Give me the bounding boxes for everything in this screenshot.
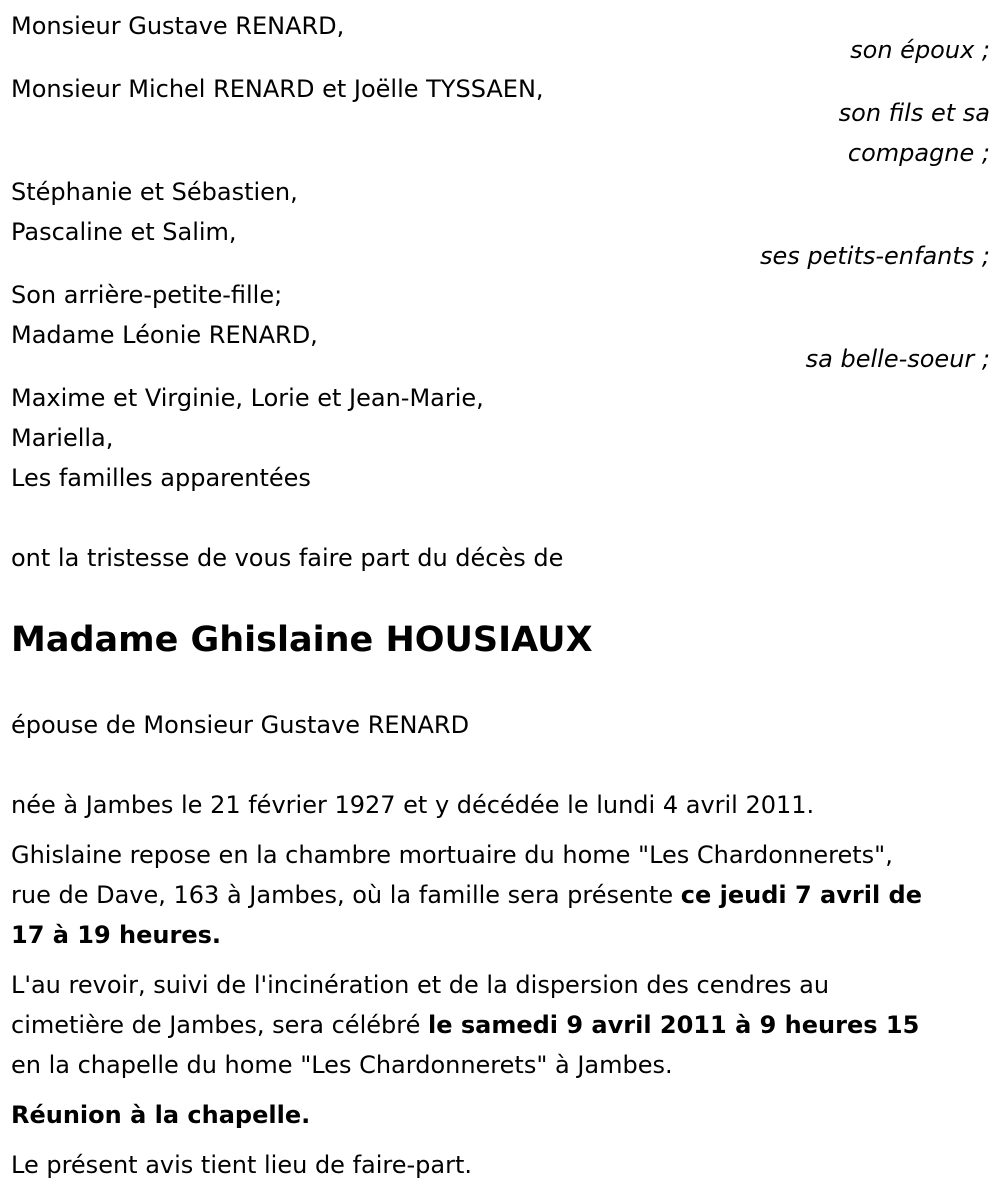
repose-line3: [11, 915, 221, 955]
sister-in-law-name: Madame Léonie RENARD,: [11, 321, 318, 349]
grandchildren-line1: Stéphanie et Sébastien,: [11, 178, 298, 206]
meeting-text: Réunion à la chapelle.: [11, 1101, 311, 1129]
repose-line1: Ghislaine repose en la chambre mortuaire du home "Les Chardonnerets",: [11, 841, 893, 869]
announcement-text: ont la tristesse de vous faire part du décès de: [11, 544, 564, 572]
ceremony-line2-text: cimetière de Jambes, sera célébré: [11, 1011, 428, 1039]
repose-line2-bold: ce jeudi 7 avril de: [680, 881, 922, 909]
others-line3: Les familles apparentées: [11, 464, 311, 492]
ceremony-line2: [11, 1005, 919, 1045]
ceremony-line2-bold: le samedi 9 avril 2011 à 9 heures 15: [427, 1011, 920, 1039]
others-line1: Maxime et Virginie, Lorie et Jean-Marie,: [11, 384, 484, 412]
repose-line2-text: rue de Dave, 163 à Jambes, où la famille sera présente: [11, 881, 681, 909]
son-name: Monsieur Michel RENARD et Joëlle TYSSAEN,: [11, 75, 544, 103]
spouse-name: Monsieur Gustave RENARD,: [11, 12, 345, 40]
sister-in-law-role: sa belle-soeur ;: [805, 345, 990, 373]
others-line2: Mariella,: [11, 424, 114, 452]
birth-death-text: née à Jambes le 21 février 1927 et y décédée le lundi 4 avril 2011.: [11, 791, 815, 819]
great-grandchild-line: Son arrière-petite-fille;: [11, 281, 283, 309]
son-role-line2: compagne ;: [847, 139, 990, 167]
repose-line2: [11, 875, 922, 915]
repose-line3-bold: 17 à 19 heures.: [11, 921, 222, 949]
ceremony-line1: L'au revoir, suivi de l'incinération et de la dispersion des cendres au: [11, 971, 830, 999]
grandchildren-role: ses petits-enfants ;: [759, 242, 990, 270]
closing-text: Le présent avis tient lieu de faire-part.: [11, 1151, 473, 1179]
deceased-name: Madame Ghislaine HOUSIAUX: [11, 620, 593, 660]
ceremony-line3: en la chapelle du home "Les Chardonnerets" à Jambes.: [11, 1051, 673, 1079]
grandchildren-line2: Pascaline et Salim,: [11, 218, 237, 246]
son-role-line1: son fils et sa: [838, 99, 990, 127]
spouse-role: son époux ;: [850, 36, 990, 64]
spouse-of-text: épouse de Monsieur Gustave RENARD: [11, 711, 470, 739]
